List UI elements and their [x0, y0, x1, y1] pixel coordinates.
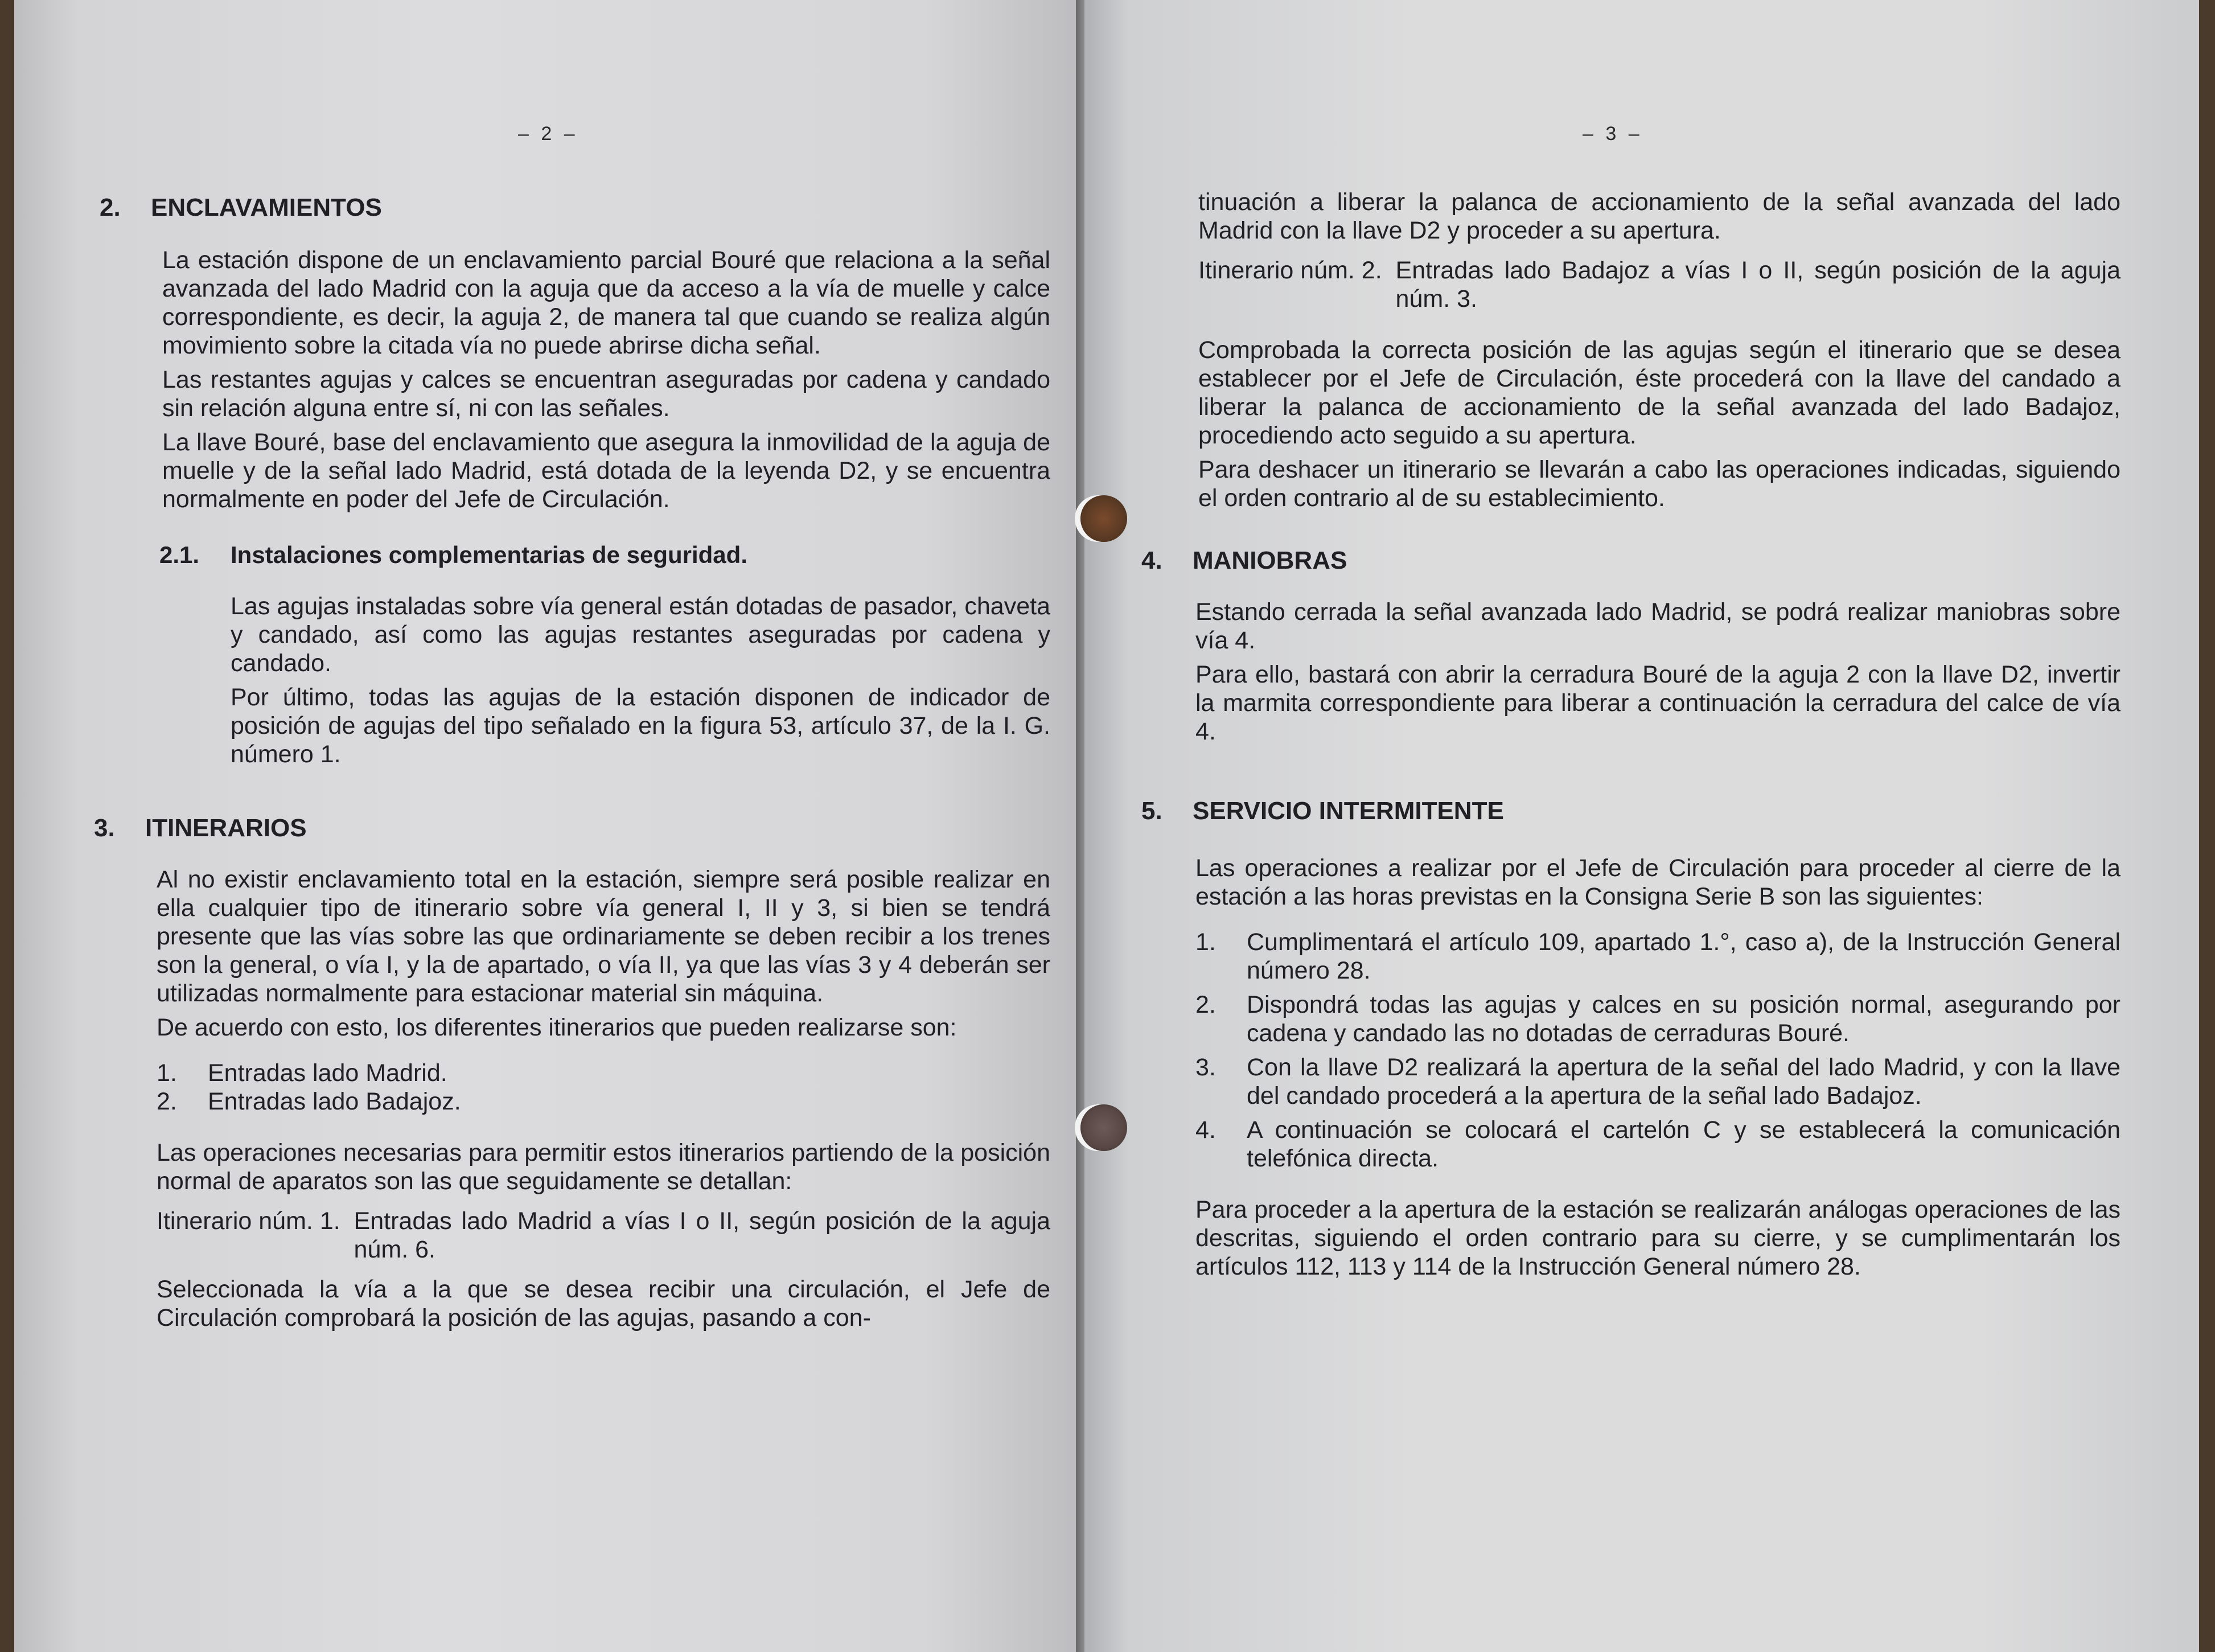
- itinerary-text: Entradas lado Madrid a vías I o II, según posición de la aguja núm. 6.: [354, 1207, 1050, 1263]
- list-item: [1195, 1053, 2121, 1110]
- paragraph: La estación dispone de un enclavamiento parcial Bouré que relaciona a la señal avanzada del lado Madrid con la aguja que da acceso a la vía de muelle y calce correspondiente, es decir, la aguja 2, de manera tal que cuando se realiza algún movimiento sobre la citada vía no puede abrirse dicha señal.: [162, 246, 1050, 359]
- section-heading-itinerarios: [94, 814, 1050, 843]
- list-item-number: 2.: [1195, 991, 1216, 1018]
- paragraph: Para deshacer un itinerario se llevarán a cabo las operaciones indicadas, siguiendo el orden contrario al de su establecimiento.: [1198, 456, 2121, 512]
- section-title: ENCLAVAMIENTOS: [151, 194, 382, 221]
- page-number: – 3 –: [1583, 123, 1643, 145]
- paragraph: Seleccionada la vía a la que se desea recibir una circulación, el Jefe de Circulación comprobará la posición de las agujas, pasando a con-: [157, 1276, 1050, 1332]
- list-item-number: 2.: [157, 1088, 177, 1115]
- list-item: [1195, 928, 2121, 985]
- section-number: 2.: [100, 194, 121, 221]
- list-item-text: Entradas lado Badajoz.: [208, 1088, 461, 1115]
- subsection-title: Instalaciones complementarias de seguridad.: [231, 541, 747, 568]
- itinerary-entry: [157, 1207, 1050, 1264]
- subsection-heading-instalaciones: [159, 541, 1050, 569]
- paragraph: Comprobada la correcta posición de las agujas según el itinerario que se desea establecer por el Jefe de Circulación, éste procederá con la llave del candado a liberar la palanca de accionamiento de la señal avanzada del lado Badajoz, procediendo acto seguido a su apertura.: [1198, 336, 2121, 449]
- list-item-text: A continuación se colocará el cartelón C y se establecerá la comunicación telefónica directa.: [1247, 1116, 2121, 1172]
- left-page-content: [94, 194, 1050, 1332]
- paragraph: Las operaciones necesarias para permitir estos itinerarios partiendo de la posición normal de aparatos son las que seguidamente se detallan:: [157, 1139, 1050, 1195]
- list-item-text: Entradas lado Madrid.: [208, 1059, 447, 1087]
- list-item: [1195, 991, 2121, 1047]
- section-number: 3.: [94, 814, 115, 842]
- section-number: 4.: [1141, 546, 1162, 574]
- section-heading-servicio-intermitente: [1141, 797, 2121, 825]
- itinerary-label: Itinerario núm. 2.: [1198, 257, 1396, 284]
- closing-steps-list: [1195, 928, 2121, 1173]
- punch-hole: [1080, 1104, 1127, 1151]
- left-page: [14, 0, 1084, 1652]
- itinerary-list: [157, 1059, 1050, 1116]
- page-number: – 2 –: [518, 123, 578, 145]
- subsection-number: 2.1.: [159, 541, 200, 568]
- right-page: [1084, 0, 2199, 1652]
- paragraph: Las restantes agujas y calces se encuentran aseguradas por cadena y candado sin relación alguna entre sí, ni con las señales.: [162, 366, 1050, 422]
- list-item-text: Cumplimentará el artículo 109, apartado 1.°, caso a), de la Instrucción General número 28.: [1247, 928, 2121, 984]
- itinerary-text: Entradas lado Badajoz a vías I o II, según posición de la aguja núm. 3.: [1395, 257, 2121, 313]
- list-item-text: Con la llave D2 realizará la apertura de la señal del lado Madrid, y con la llave del candado procederá a la apertura de la señal lado Badajoz.: [1247, 1054, 2121, 1109]
- section-heading-enclavamientos: [100, 194, 1050, 222]
- itinerary-entry: [1198, 256, 2121, 313]
- paragraph: Las agujas instaladas sobre vía general están dotadas de pasador, chaveta y candado, así como las agujas restantes aseguradas por cadena y candado.: [231, 593, 1050, 677]
- section-title: ITINERARIOS: [145, 814, 307, 842]
- paragraph: De acuerdo con esto, los diferentes itinerarios que pueden realizarse son:: [157, 1014, 957, 1041]
- list-item: [157, 1059, 1050, 1087]
- paragraph: Por último, todas las agujas de la estación disponen de indicador de posición de agujas del tipo señalado en la figura 53, artículo 37, de la I. G. número 1.: [231, 684, 1050, 768]
- paragraph: La llave Bouré, base del enclavamiento que asegura la inmovilidad de la aguja de muelle y de la señal lado Madrid, está dotada de la leyenda D2, y se encuentra normalmente en poder del Jefe de Circulación.: [162, 429, 1050, 513]
- paragraph: Para ello, bastará con abrir la cerradura Bouré de la aguja 2 con la llave D2, invertir la marmita correspondiente para liberar a continuación la cerradura del calce de vía 4.: [1195, 661, 2121, 745]
- paragraph: Al no existir enclavamiento total en la estación, siempre será posible realizar en ella cualquier tipo de itinerario sobre vía general I, II y 3, si bien se tendrá presente que las vías sobre las que ordinariamente se deben recibir a los trenes son la general, o vía I, y la de apartado, o vía II, ya que las vías 3 y 4 deberán ser utilizadas normalmente para estacionar material sin máquina.: [157, 866, 1050, 1007]
- section-number: 5.: [1141, 797, 1162, 825]
- punch-hole: [1080, 495, 1127, 542]
- paragraph: Para proceder a la apertura de la estación se realizarán análogas operaciones de las descritas, siguiendo el orden contrario para su cierre, y se cumplimentarán los artículos 112, 113 y 114 de la Instrucción General número 28.: [1195, 1196, 2121, 1280]
- itinerary-label: Itinerario núm. 1.: [157, 1207, 354, 1235]
- list-item-number: 1.: [1195, 928, 1216, 956]
- list-item: [1195, 1116, 2121, 1173]
- list-item-number: 4.: [1195, 1116, 1216, 1144]
- list-item: [157, 1087, 1050, 1116]
- list-item-number: 3.: [1195, 1054, 1216, 1081]
- right-page-content: [1141, 188, 2121, 1281]
- section-title: SERVICIO INTERMITENTE: [1193, 797, 1504, 825]
- paragraph: Las operaciones a realizar por el Jefe de Circulación para proceder al cierre de la estación a las horas previstas en la Consigna Serie B son las siguientes:: [1195, 854, 2121, 910]
- paragraph: Estando cerrada la señal avanzada lado Madrid, se podrá realizar maniobras sobre vía 4.: [1195, 598, 2121, 654]
- section-heading-maniobras: [1141, 546, 2121, 575]
- section-title: MANIOBRAS: [1193, 546, 1347, 574]
- paragraph: tinuación a liberar la palanca de accionamiento de la señal avanzada del lado Madrid con la llave D2 y proceder a su apertura.: [1198, 188, 2121, 244]
- list-item-number: 1.: [157, 1059, 177, 1087]
- list-item-text: Dispondrá todas las agujas y calces en su posición normal, asegurando por cadena y candado las no dotadas de cerraduras Bouré.: [1247, 991, 2121, 1047]
